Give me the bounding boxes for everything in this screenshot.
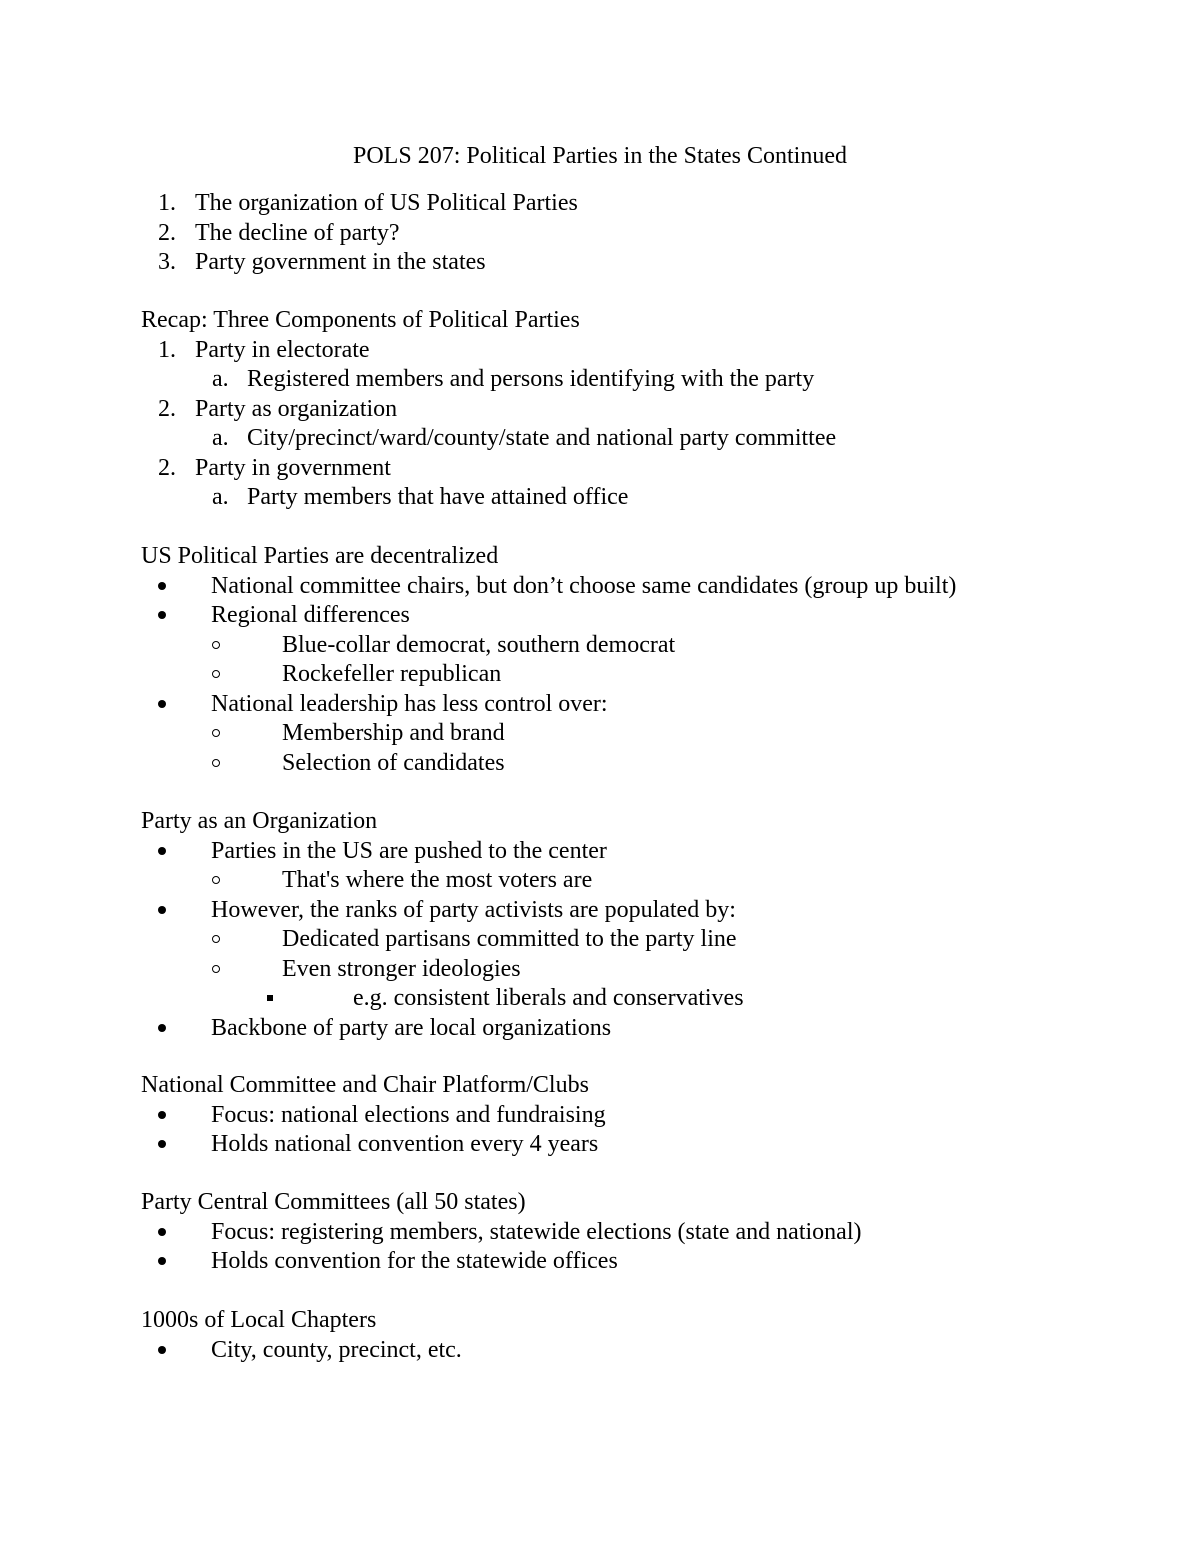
bullet-text: Focus: national elections and fundraising xyxy=(211,1101,606,1128)
list-item-text: City/precinct/ward/county/state and national party committee xyxy=(247,425,837,451)
list-number: 2. xyxy=(158,395,176,422)
sub-bullet-item xyxy=(0,660,1200,690)
bullet-icon xyxy=(158,1257,166,1265)
bullet-text: National leadership has less control over: xyxy=(211,690,608,717)
sub-bullet-item xyxy=(0,866,1200,896)
section-heading: US Political Parties are decentralized xyxy=(141,543,499,569)
list-item-text: Party in electorate xyxy=(195,336,370,363)
bullet-icon xyxy=(158,611,166,619)
section-heading: Party Central Committees (all 50 states) xyxy=(141,1189,526,1215)
list-number: 2. xyxy=(158,454,176,481)
bullet-icon xyxy=(158,1140,166,1148)
bullet-item xyxy=(0,1130,1200,1160)
list-item xyxy=(0,454,1200,484)
bullet-text: City, county, precinct, etc. xyxy=(211,1336,462,1363)
bullet-text: Membership and brand xyxy=(282,720,505,746)
bullet-item xyxy=(0,572,1200,602)
list-number: 2. xyxy=(158,219,176,246)
section-heading: National Committee and Chair Platform/Clubs xyxy=(141,1072,589,1098)
bullet-icon xyxy=(158,1111,166,1119)
bullet-item xyxy=(0,1101,1200,1131)
list-item-text: Party as organization xyxy=(195,395,398,422)
bullet-icon xyxy=(158,906,166,914)
list-item-text: Registered members and persons identifying with the party xyxy=(247,366,815,392)
sub-bullet-item xyxy=(0,719,1200,749)
circle-bullet-icon xyxy=(212,729,220,737)
square-bullet-icon xyxy=(267,995,273,1001)
circle-bullet-icon xyxy=(212,641,220,649)
sub-bullet-item xyxy=(0,631,1200,661)
bullet-icon xyxy=(158,700,166,708)
sub-bullet-item xyxy=(0,925,1200,955)
recap-section xyxy=(0,306,1200,513)
bullet-item xyxy=(0,1247,1200,1277)
circle-bullet-icon xyxy=(212,965,220,973)
list-item-text: Party government in the states xyxy=(195,249,486,275)
list-number: 1. xyxy=(158,336,176,363)
circle-bullet-icon xyxy=(212,670,220,678)
sub-sub-bullet-item xyxy=(0,984,1200,1014)
bullet-item xyxy=(0,896,1200,926)
list-item-text: Party in government xyxy=(195,454,391,481)
bullet-icon xyxy=(158,582,166,590)
bullet-text: Parties in the US are pushed to the center xyxy=(211,837,607,864)
bullet-text: That's where the most voters are xyxy=(282,867,593,893)
bullet-item xyxy=(0,837,1200,867)
sub-list-item xyxy=(0,365,1200,395)
list-number: 1. xyxy=(158,190,176,216)
bullet-text: Dedicated partisans committed to the party line xyxy=(282,926,737,952)
outline-list xyxy=(0,189,1200,278)
bullet-icon xyxy=(158,1228,166,1236)
bullet-text: Holds national convention every 4 years xyxy=(211,1131,599,1157)
bullet-text: Selection of candidates xyxy=(282,749,505,776)
organization-section xyxy=(0,807,1200,1043)
sub-list-item xyxy=(0,483,1200,513)
circle-bullet-icon xyxy=(212,759,220,767)
list-number: 3. xyxy=(158,249,176,275)
bullet-icon xyxy=(158,1024,166,1032)
list-item xyxy=(0,336,1200,366)
list-item-text: The organization of US Political Parties xyxy=(195,190,578,216)
bullet-text: Holds convention for the statewide offices xyxy=(211,1248,618,1274)
circle-bullet-icon xyxy=(212,935,220,943)
central-section xyxy=(0,1188,1200,1277)
list-item-text: Party members that have attained office xyxy=(247,484,629,510)
list-item-text: The decline of party? xyxy=(195,219,400,246)
bullet-text: Regional differences xyxy=(211,602,410,628)
list-letter: a. xyxy=(212,484,229,510)
section-heading: Party as an Organization xyxy=(141,808,378,834)
bullet-text: Even stronger ideologies xyxy=(282,955,521,982)
sub-bullet-item xyxy=(0,955,1200,985)
local-section xyxy=(0,1306,1200,1365)
list-item xyxy=(0,219,1200,249)
bullet-item xyxy=(0,690,1200,720)
bullet-text: Rockefeller republican xyxy=(282,661,502,687)
section-heading: Recap: Three Components of Political Parties xyxy=(141,307,580,333)
bullet-text: National committee chairs, but don’t choose same candidates (group up built) xyxy=(211,572,957,599)
list-item xyxy=(0,395,1200,425)
bullet-item xyxy=(0,601,1200,631)
sub-bullet-item xyxy=(0,749,1200,779)
bullet-icon xyxy=(158,847,166,855)
bullet-item xyxy=(0,1218,1200,1248)
bullet-icon xyxy=(158,1346,166,1354)
national-section xyxy=(0,1071,1200,1160)
bullet-text: However, the ranks of party activists are populated by: xyxy=(211,896,736,923)
list-letter: a. xyxy=(212,425,229,451)
bullet-text: Focus: registering members, statewide elections (state and national) xyxy=(211,1218,862,1245)
list-item xyxy=(0,248,1200,278)
bullet-item xyxy=(0,1014,1200,1044)
decentralized-section xyxy=(0,542,1200,778)
list-letter: a. xyxy=(212,366,229,392)
sub-list-item xyxy=(0,424,1200,454)
bullet-text: e.g. consistent liberals and conservatives xyxy=(353,985,744,1011)
page-title: POLS 207: Political Parties in the States Continued xyxy=(353,143,847,169)
bullet-item xyxy=(0,1336,1200,1366)
section-heading: 1000s of Local Chapters xyxy=(141,1307,377,1333)
list-item xyxy=(0,189,1200,219)
circle-bullet-icon xyxy=(212,876,220,884)
bullet-text: Backbone of party are local organizations xyxy=(211,1014,612,1041)
bullet-text: Blue-collar democrat, southern democrat xyxy=(282,631,676,658)
